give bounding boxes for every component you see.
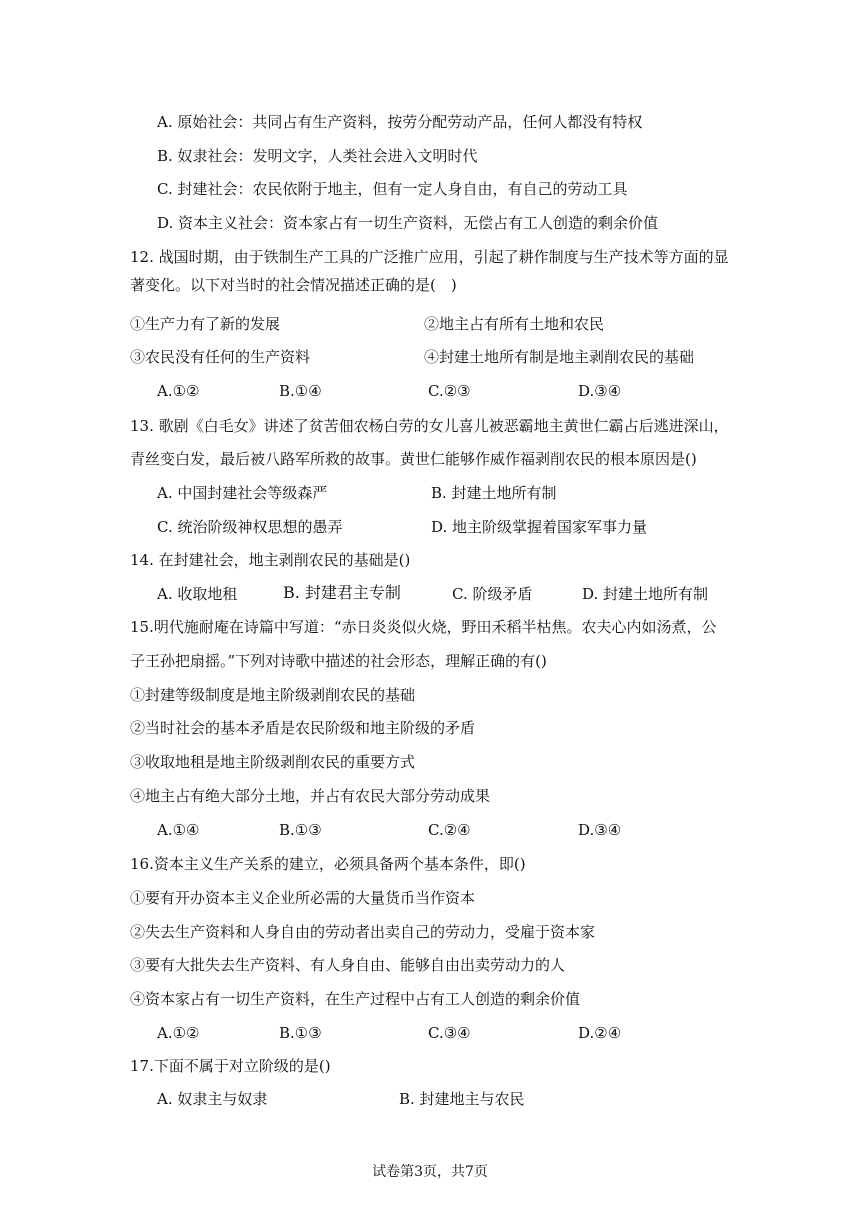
q12-choice-b: B.①④ xyxy=(279,382,322,400)
q16-item-2: ②失去生产资料和人身自由的劳动者出卖自己的劳动力，受雇于资本家 xyxy=(130,923,596,941)
page-footer: 试卷第3页，共7页 xyxy=(372,1164,488,1180)
q15-stem-line2: 子王孙把扇摇。”下列对诗歌中描述的社会形态，理解正确的有() xyxy=(130,652,547,670)
q13-option-c: C. 统治阶级神权思想的愚弄 xyxy=(157,518,343,536)
q17-option-b: B. 封建地主与农民 xyxy=(399,1090,525,1108)
q15-stem-line1: 15.明代施耐庵在诗篇中写道：“赤日炎炎似火烧，野田禾稻半枯焦。农夫心内如汤煮，公 xyxy=(130,618,717,636)
q12-stem-line2: 著变化。以下对当时的社会情况描述正确的是( ) xyxy=(130,276,457,294)
q14-option-d: D. 封建土地所有制 xyxy=(582,585,709,603)
q11-option-b: B. 奴隶社会：发明文字，人类社会进入文明时代 xyxy=(157,147,478,165)
q17-stem: 17.下面不属于对立阶级的是() xyxy=(130,1057,331,1075)
q11-option-d: D. 资本主义社会：资本家占有一切生产资料，无偿占有工人创造的剩余价值 xyxy=(157,214,659,232)
q13-option-a: A. 中国封建社会等级森严 xyxy=(157,484,328,502)
q15-choice-c: C.②④ xyxy=(428,821,471,839)
q12-item-4: ④封建土地所有制是地主剥削农民的基础 xyxy=(424,348,695,366)
q15-item-3: ③收取地租是地主阶级剥削农民的重要方式 xyxy=(130,753,416,771)
q15-item-1: ①封建等级制度是地主阶级剥削农民的基础 xyxy=(130,686,416,704)
q12-item-2: ②地主占有所有土地和农民 xyxy=(424,315,605,333)
q12-choice-a: A.①② xyxy=(157,382,200,400)
q15-item-2: ②当时社会的基本矛盾是农民阶级和地主阶级的矛盾 xyxy=(130,719,476,737)
q16-choice-a: A.①② xyxy=(157,1024,200,1042)
q13-stem-line2: 青丝变白发，最后被八路军所救的故事。黄世仁能够作威作福剥削农民的根本原因是() xyxy=(130,450,697,468)
q11-option-a: A. 原始社会：共同占有生产资料，按劳分配劳动产品，任何人都没有特权 xyxy=(157,113,643,131)
q12-item-3: ③农民没有任何的生产资料 xyxy=(130,348,311,366)
q14-option-a: A. 收取地租 xyxy=(157,585,238,603)
q17-option-a: A. 奴隶主与奴隶 xyxy=(157,1090,268,1108)
q16-item-1: ①要有开办资本主义企业所必需的大量货币当作资本 xyxy=(130,889,476,907)
q12-stem-line1: 12. 战国时期，由于铁制生产工具的广泛推广应用，引起了耕作制度与生产技术等方面的显 xyxy=(130,248,729,266)
q13-option-b: B. 封建土地所有制 xyxy=(431,484,557,502)
q12-choice-c: C.②③ xyxy=(428,382,471,400)
q15-choice-b: B.①③ xyxy=(279,821,322,839)
q14-option-c: C. 阶级矛盾 xyxy=(452,585,533,603)
q11-option-c: C. 封建社会：农民依附于地主，但有一定人身自由，有自己的劳动工具 xyxy=(157,180,628,198)
q14-option-b: B. 封建君主专制 xyxy=(283,583,401,602)
q16-choice-c: C.③④ xyxy=(428,1024,471,1042)
q16-choice-b: B.①③ xyxy=(279,1024,322,1042)
q13-option-d: D. 地主阶级掌握着国家军事力量 xyxy=(431,518,648,536)
q15-choice-d: D.③④ xyxy=(578,821,622,839)
q16-stem: 16.资本主义生产关系的建立，必须具备两个基本条件，即() xyxy=(130,855,526,873)
q12-item-1: ①生产力有了新的发展 xyxy=(130,315,281,333)
q15-choice-a: A.①④ xyxy=(157,821,200,839)
q16-item-4: ④资本家占有一切生产资料，在生产过程中占有工人创造的剩余价值 xyxy=(130,990,581,1008)
q16-choice-d: D.②④ xyxy=(578,1024,622,1042)
q12-choice-d: D.③④ xyxy=(578,382,622,400)
q16-item-3: ③要有大批失去生产资料、有人身自由、能够自由出卖劳动力的人 xyxy=(130,956,566,974)
q13-stem-line1: 13. 歌剧《白毛女》讲述了贫苦佃农杨白劳的女儿喜儿被恶霸地主黄世仁霸占后逃进深山， xyxy=(130,417,729,435)
q15-item-4: ④地主占有绝大部分土地，并占有农民大部分劳动成果 xyxy=(130,787,491,805)
q14-stem: 14. 在封建社会，地主剥削农民的基础是() xyxy=(130,551,411,569)
